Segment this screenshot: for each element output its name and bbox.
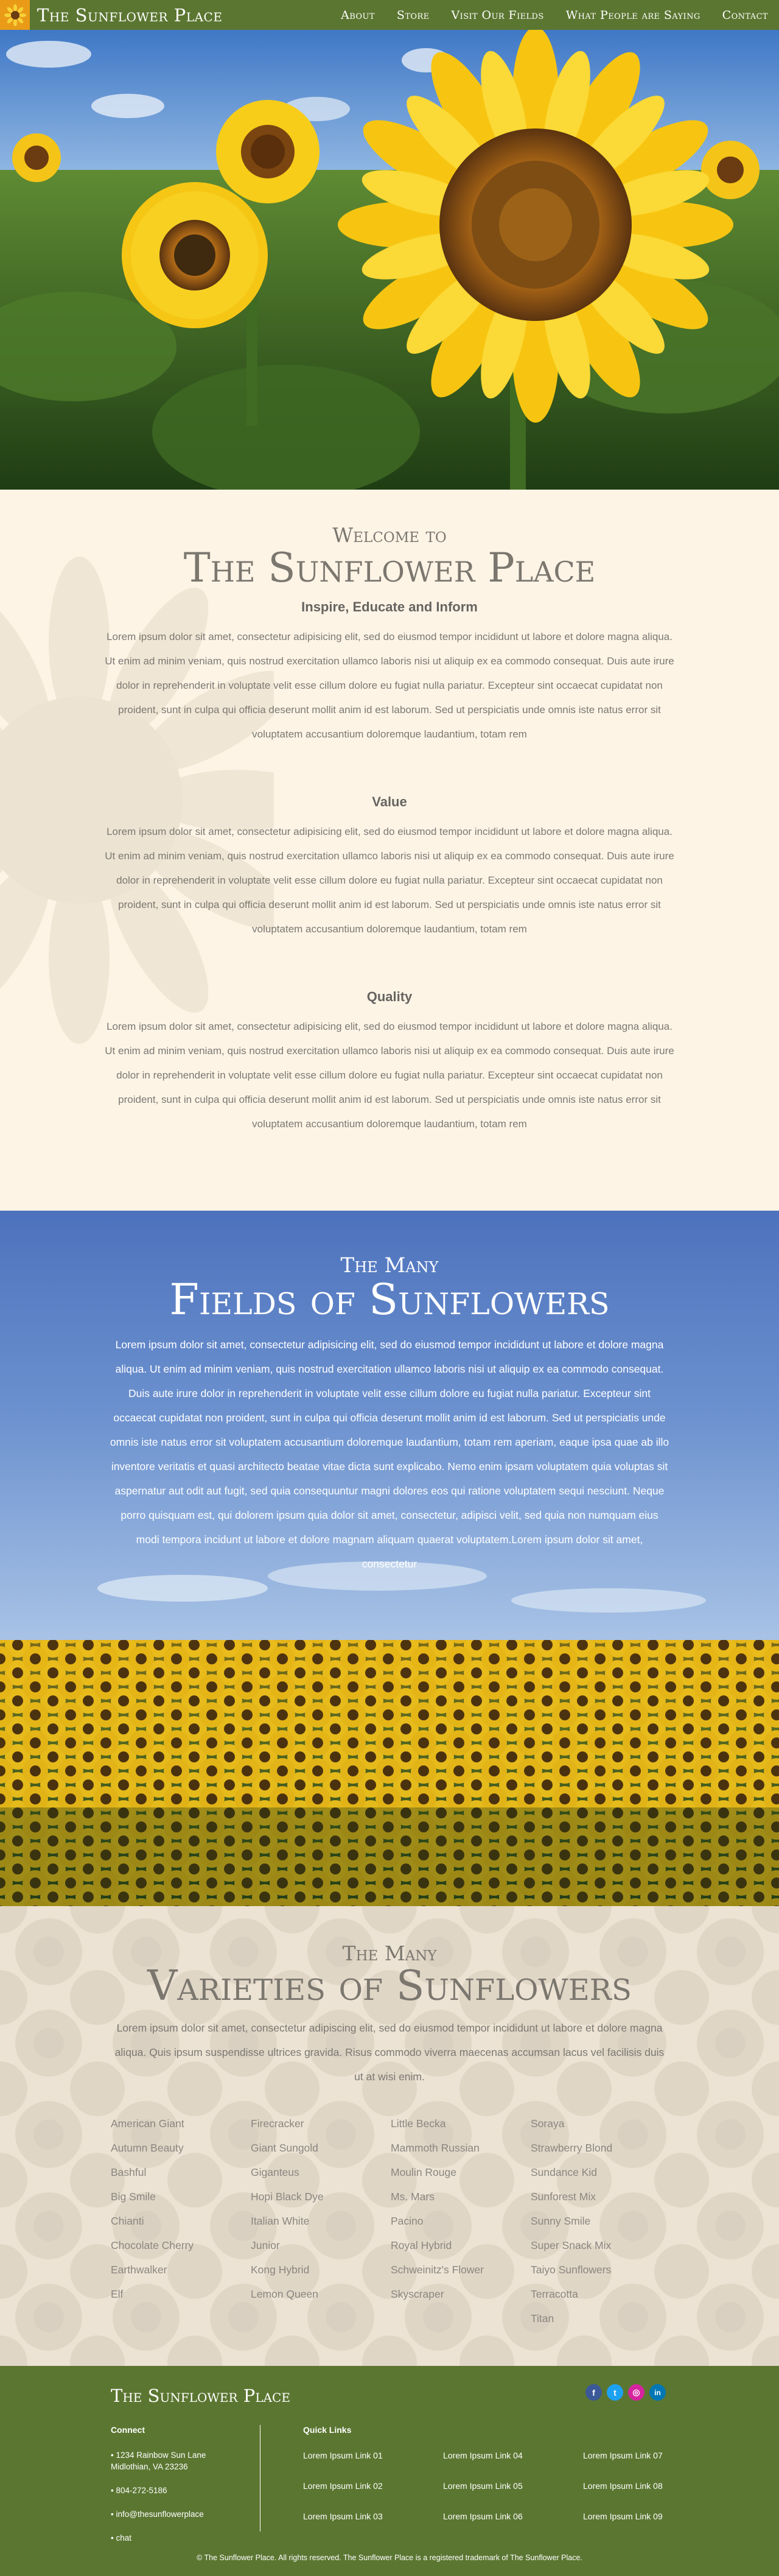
- quick-link[interactable]: Lorem Ipsum Link 01: [303, 2451, 383, 2460]
- section-heading: Quality: [366, 989, 413, 1004]
- varieties-pretitle: The Many: [342, 1941, 437, 1965]
- quick-link[interactable]: Lorem Ipsum Link 03: [303, 2511, 383, 2521]
- fields-section: [0, 1211, 779, 1906]
- variety-item[interactable]: Sundance Kid: [531, 2166, 597, 2178]
- copyright-text: © The Sunflower Place. All rights reserved. The Sunflower Place is a registered trademark of The Sunflower Place.: [197, 2553, 582, 2562]
- section-text: Lorem ipsum dolor sit amet, consectetur adipisicing elit, sed do eiusmod tempor incididunt ut labore et dolore magna aliqua. Ut enim ad minim veniam, quis nostrud exercitation ullamco laboris nisi ut aliquip ex ea commodo consequat. Duis aute irure dolor in reprehenderit in voluptate velit esse cillum dolore eu fugiat nulla pariatur. Excepteur sint occaecat cupidatat non proident, sunt in culpa qui officia deserunt mollit anim id est laborum. Sed ut perspiciatis unde omnis iste natus error sit voluptatem accusantium doloremque laudantium, totam rem: [105, 826, 674, 935]
- section-text: Lorem ipsum dolor sit amet, consectetur adipisicing elit, sed do eiusmod tempor incididunt ut labore et dolore magna aliqua. Ut enim ad minim veniam, quis nostrud exercitation ullamco laboris nisi ut aliquip ex ea commodo consequat. Duis aute irure dolor in reprehenderit in voluptate velit esse cillum dolore eu fugiat nulla pariatur. Excepteur sint occaecat cupidatat non proident, sunt in culpa qui officia deserunt mollit anim id est laborum. Sed ut perspiciatis unde omnis iste natus error sit voluptatem accusantium doloremque laudantium, totam rem: [105, 1021, 674, 1130]
- variety-item[interactable]: Schweinitz's Flower: [391, 2264, 484, 2276]
- connect-list: [111, 2449, 257, 2556]
- fields-pretitle: The Many: [340, 1253, 439, 1278]
- section-value: [103, 794, 676, 941]
- welcome-section: [0, 490, 779, 1211]
- variety-item[interactable]: Soraya: [531, 2117, 565, 2130]
- variety-item[interactable]: Earthwalker: [111, 2264, 167, 2276]
- variety-item[interactable]: Super Snack Mix: [531, 2239, 612, 2251]
- chat-item[interactable]: • chat: [111, 2533, 131, 2543]
- quick-link[interactable]: Lorem Ipsum Link 07: [583, 2451, 663, 2460]
- varieties-column-4: [531, 2117, 671, 2337]
- nav-item-contact[interactable]: Contact: [722, 8, 768, 22]
- quick-link[interactable]: Lorem Ipsum Link 06: [443, 2511, 523, 2521]
- quick-link[interactable]: Lorem Ipsum Link 08: [583, 2481, 663, 2491]
- variety-item[interactable]: Giant Sungold: [251, 2142, 318, 2154]
- fields-title: Fields of Sunflowers: [169, 1275, 610, 1325]
- quick-link[interactable]: Lorem Ipsum Link 05: [443, 2481, 523, 2491]
- section-text: Lorem ipsum dolor sit amet, consectetur adipisicing elit, sed do eiusmod tempor incididunt ut labore et dolore magna aliqua. Ut enim ad minim veniam, quis nostrud exercitation ullamco laboris nisi ut aliquip ex ea commodo consequat. Duis aute irure dolor in reprehenderit in voluptate velit esse cillum dolore eu fugiat nulla pariatur. Excepteur sint occaecat cupidatat non proident, sunt in culpa qui officia deserunt mollit anim id est laborum. Sed ut perspiciatis unde omnis iste natus error sit voluptatem accusantium doloremque laudantium, totam rem: [105, 631, 674, 740]
- variety-item[interactable]: Hopi Black Dye: [251, 2191, 324, 2203]
- variety-item[interactable]: Chocolate Cherry: [111, 2239, 194, 2251]
- nav-item-about[interactable]: About: [341, 8, 375, 22]
- social-links: [585, 2384, 671, 2401]
- variety-item[interactable]: Terracotta: [531, 2288, 578, 2300]
- variety-item[interactable]: Pacino: [391, 2215, 424, 2227]
- welcome-pretitle: Welcome to: [332, 523, 447, 547]
- variety-item[interactable]: Strawberry Blond: [531, 2142, 613, 2154]
- variety-item[interactable]: Junior: [251, 2239, 280, 2251]
- variety-item[interactable]: Firecracker: [251, 2117, 304, 2130]
- variety-item[interactable]: Italian White: [251, 2215, 310, 2227]
- variety-item[interactable]: Royal Hybrid: [391, 2239, 452, 2251]
- nav-item-store[interactable]: Store: [396, 8, 430, 22]
- variety-item[interactable]: Taiyo Sunflowers: [531, 2264, 612, 2276]
- nav-item-visit-our-fields[interactable]: Visit Our Fields: [451, 8, 544, 22]
- variety-item[interactable]: Sunforest Mix: [531, 2191, 596, 2203]
- main-menu: [330, 0, 779, 30]
- address-item: • 1234 Rainbow Sun Lane Midlothian, VA 23236: [111, 2451, 206, 2471]
- varieties-section: [0, 1906, 779, 2366]
- variety-item[interactable]: Autumn Beauty: [111, 2142, 184, 2154]
- section-heading: Value: [372, 794, 407, 809]
- phone-item[interactable]: • 804-272-5186: [111, 2486, 167, 2495]
- instagram-icon[interactable]: ◎: [628, 2384, 645, 2401]
- variety-item[interactable]: Lemon Queen: [251, 2288, 318, 2300]
- site-brand[interactable]: The Sunflower Place: [37, 4, 223, 26]
- variety-item[interactable]: Little Becka: [391, 2117, 446, 2130]
- quick-link[interactable]: Lorem Ipsum Link 04: [443, 2451, 523, 2460]
- varieties-column-2: [251, 2117, 391, 2337]
- welcome-title: The Sunflower Place: [183, 544, 596, 591]
- connect-heading: Connect: [111, 2425, 145, 2435]
- variety-item[interactable]: Elf: [111, 2288, 124, 2300]
- varieties-text: Lorem ipsum dolor sit amet, consectetur adipiscing elit, sed do eiusmod tempor incididunt ut labore et dolore magna aliqua. Quis ipsum suspendisse ultrices gravida. Risus commodo viverra maecenas accumsan lacus vel facilisis duis ut at wisi enim.: [114, 2022, 665, 2083]
- sunflower-logo-icon[interactable]: [0, 0, 30, 30]
- hero-image: [0, 30, 779, 490]
- section-heading: Inspire, Educate and Inform: [301, 599, 478, 614]
- footer: [0, 2366, 779, 2576]
- variety-item[interactable]: Kong Hybrid: [251, 2264, 310, 2276]
- email-item[interactable]: • info@thesunflowerplace: [111, 2510, 204, 2519]
- variety-item[interactable]: Mammoth Russian: [391, 2142, 480, 2154]
- linkedin-icon[interactable]: in: [649, 2384, 666, 2401]
- quick-links-heading: Quick Links: [303, 2425, 352, 2435]
- variety-item[interactable]: Bashful: [111, 2166, 147, 2178]
- variety-item[interactable]: Big Smile: [111, 2191, 156, 2203]
- variety-item[interactable]: Chianti: [111, 2215, 144, 2227]
- variety-item[interactable]: Titan: [531, 2312, 554, 2324]
- nav-item-what-people-are-saying[interactable]: What People are Saying: [565, 8, 700, 22]
- variety-item[interactable]: Sunny Smile: [531, 2215, 591, 2227]
- quick-links-grid: [303, 2449, 668, 2522]
- fields-text: Lorem ipsum dolor sit amet, consectetur adipisicing elit, sed do eiusmod tempor incididunt ut labore et dolore magna aliqua. Ut enim ad minim veniam, quis nostrud exercitation ullamco laboris nisi ut aliquip ex ea commodo consequat. Duis aute irure dolor in reprehenderit in voluptate velit esse cillum dolore eu fugiat nulla pariatur. Excepteur sint occaecat cupidatat non proident, sunt in culpa qui officia deserunt mollit anim id est laborum. Sed ut perspiciatis unde omnis iste natus error sit voluptatem accusantium doloremque laudantium, totam rem aperiam, eaque ipsa quae ab illo inventore veritatis et quasi architecto beatae vitae dicta sunt explicabo. Nemo enim ipsam voluptatem quia voluptas sit aspernatur aut odit aut fugit, sed quia consequuntur magni dolores eos qui ratione voluptatem sequi nesciunt. Neque porro quisquam est, qui dolorem ipsum quia dolor sit amet, consectetur, adipisci velit, sed quia non numquam eius modi tempora incidunt ut labore et dolore magnam aliquam quaerat voluptatem.Lorem ipsum dolor sit amet, consectetur: [110, 1339, 669, 1570]
- varieties-column-1: [111, 2117, 251, 2337]
- varieties-column-3: [391, 2117, 531, 2337]
- footer-brand[interactable]: The Sunflower Place: [111, 2385, 290, 2406]
- variety-item[interactable]: Giganteus: [251, 2166, 299, 2178]
- variety-item[interactable]: Ms. Mars: [391, 2191, 435, 2203]
- quick-link[interactable]: Lorem Ipsum Link 02: [303, 2481, 383, 2491]
- variety-item[interactable]: Skyscraper: [391, 2288, 444, 2300]
- sunflower-photo: [0, 30, 779, 490]
- varieties-list: [111, 2117, 671, 2337]
- facebook-icon[interactable]: f: [585, 2384, 602, 2401]
- variety-item[interactable]: American Giant: [111, 2117, 184, 2130]
- section-quality: [103, 989, 676, 1136]
- variety-item[interactable]: Moulin Rouge: [391, 2166, 456, 2178]
- quick-link[interactable]: Lorem Ipsum Link 09: [583, 2511, 663, 2521]
- twitter-icon[interactable]: t: [607, 2384, 623, 2401]
- section-inspire: [103, 599, 676, 747]
- top-navbar: [0, 0, 779, 30]
- varieties-title: Varieties of Sunflowers: [147, 1962, 632, 2010]
